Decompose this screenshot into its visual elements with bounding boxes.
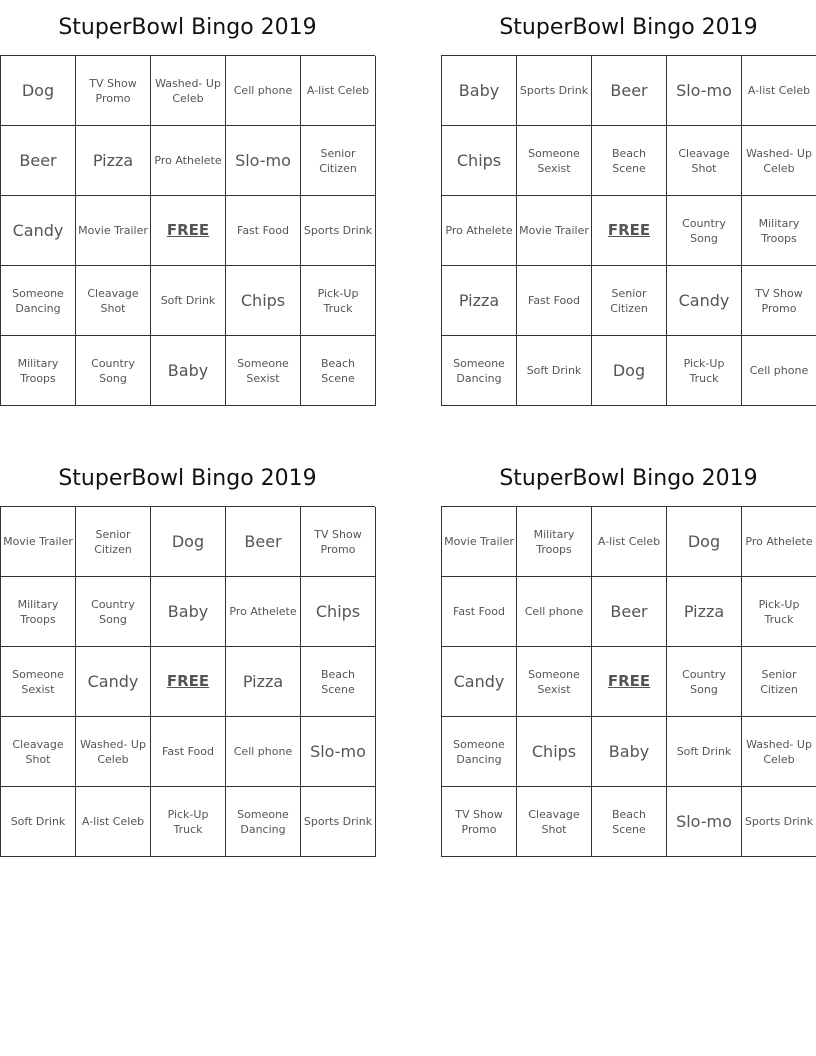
bingo-cell: Senior Citizen: [742, 647, 816, 717]
bingo-cell: Beer: [1, 126, 76, 196]
card-title: StuperBowl Bingo 2019: [499, 466, 758, 491]
bingo-cell: Soft Drink: [667, 717, 742, 787]
bingo-cell: Cell phone: [226, 56, 301, 126]
bingo-cell: Cleavage Shot: [1, 717, 76, 787]
bingo-cell: Someone Dancing: [442, 336, 517, 406]
bingo-cell: Slo-mo: [667, 787, 742, 857]
bingo-cell: Cleavage Shot: [76, 266, 151, 336]
bingo-grid: [441, 506, 816, 857]
bingo-cell: Cell phone: [517, 577, 592, 647]
bingo-cell: Pro Athelete: [442, 196, 517, 266]
bingo-cell: A-list Celeb: [301, 56, 376, 126]
bingo-cell: Pick-Up Truck: [742, 577, 816, 647]
bingo-cell: Military Troops: [1, 336, 76, 406]
bingo-cell: Pizza: [76, 126, 151, 196]
bingo-cell: Beach Scene: [301, 336, 376, 406]
free-space-cell: FREE: [151, 647, 226, 717]
bingo-cell: Dog: [151, 507, 226, 577]
bingo-cell: Someone Sexist: [1, 647, 76, 717]
free-space-cell: FREE: [151, 196, 226, 266]
bingo-cell: Washed- Up Celeb: [76, 717, 151, 787]
bingo-cell: Fast Food: [226, 196, 301, 266]
bingo-cell: Senior Citizen: [76, 507, 151, 577]
bingo-cell: A-list Celeb: [592, 507, 667, 577]
card-title: StuperBowl Bingo 2019: [499, 15, 758, 40]
bingo-cell: Chips: [517, 717, 592, 787]
bingo-cell: TV Show Promo: [301, 507, 376, 577]
bingo-cell: Dog: [1, 56, 76, 126]
bingo-cell: Someone Dancing: [442, 717, 517, 787]
bingo-cell: Cleavage Shot: [517, 787, 592, 857]
bingo-cell: Pro Athelete: [151, 126, 226, 196]
bingo-cell: Soft Drink: [151, 266, 226, 336]
bingo-cell: Soft Drink: [517, 336, 592, 406]
bingo-cell: Someone Dancing: [1, 266, 76, 336]
bingo-cell: Pro Athelete: [742, 507, 816, 577]
bingo-cell: Baby: [592, 717, 667, 787]
bingo-cell: Country Song: [667, 196, 742, 266]
bingo-cell: Senior Citizen: [592, 266, 667, 336]
bingo-cell: Washed- Up Celeb: [742, 717, 816, 787]
bingo-grid: [441, 55, 816, 406]
bingo-cell: Chips: [442, 126, 517, 196]
bingo-cell: Sports Drink: [301, 787, 376, 857]
bingo-cell: Movie Trailer: [1, 507, 76, 577]
bingo-cell: Pick-Up Truck: [301, 266, 376, 336]
bingo-cell: Baby: [151, 577, 226, 647]
card-title: StuperBowl Bingo 2019: [58, 466, 317, 491]
bingo-cell: Baby: [442, 56, 517, 126]
bingo-cell: Candy: [667, 266, 742, 336]
bingo-cell: Military Troops: [1, 577, 76, 647]
bingo-cell: Beach Scene: [592, 126, 667, 196]
bingo-grid: [0, 55, 375, 406]
bingo-cell: Dog: [667, 507, 742, 577]
bingo-cell: Someone Sexist: [517, 126, 592, 196]
bingo-cell: Beer: [592, 56, 667, 126]
card-title: StuperBowl Bingo 2019: [58, 15, 317, 40]
bingo-cell: Beer: [226, 507, 301, 577]
bingo-cell: Country Song: [76, 336, 151, 406]
bingo-cell: Chips: [226, 266, 301, 336]
bingo-cell: Someone Sexist: [517, 647, 592, 717]
bingo-cell: Sports Drink: [742, 787, 816, 857]
bingo-cell: Cell phone: [226, 717, 301, 787]
bingo-cell: Pizza: [442, 266, 517, 336]
bingo-cell: TV Show Promo: [76, 56, 151, 126]
bingo-cell: A-list Celeb: [76, 787, 151, 857]
bingo-cell: Slo-mo: [667, 56, 742, 126]
bingo-cell: Country Song: [667, 647, 742, 717]
free-space-cell: FREE: [592, 196, 667, 266]
bingo-cell: A-list Celeb: [742, 56, 816, 126]
bingo-cell: Pro Athelete: [226, 577, 301, 647]
bingo-cell: Senior Citizen: [301, 126, 376, 196]
bingo-cell: Soft Drink: [1, 787, 76, 857]
bingo-cell: Beach Scene: [301, 647, 376, 717]
bingo-grid: [0, 506, 375, 857]
free-space-cell: FREE: [592, 647, 667, 717]
bingo-cell: TV Show Promo: [742, 266, 816, 336]
bingo-cell: Sports Drink: [517, 56, 592, 126]
bingo-cell: Cell phone: [742, 336, 816, 406]
bingo-cell: Cleavage Shot: [667, 126, 742, 196]
bingo-cell: Washed- Up Celeb: [742, 126, 816, 196]
bingo-cell: Sports Drink: [301, 196, 376, 266]
bingo-cell: Movie Trailer: [442, 507, 517, 577]
bingo-cell: Beach Scene: [592, 787, 667, 857]
bingo-cell: Dog: [592, 336, 667, 406]
bingo-cell: Washed- Up Celeb: [151, 56, 226, 126]
bingo-cell: Fast Food: [442, 577, 517, 647]
bingo-cell: Pizza: [226, 647, 301, 717]
bingo-cell: Military Troops: [517, 507, 592, 577]
bingo-cell: Country Song: [76, 577, 151, 647]
bingo-cell: Slo-mo: [226, 126, 301, 196]
bingo-cell: Candy: [76, 647, 151, 717]
bingo-cell: Pick-Up Truck: [667, 336, 742, 406]
bingo-cell: Slo-mo: [301, 717, 376, 787]
bingo-cell: Baby: [151, 336, 226, 406]
bingo-cell: Fast Food: [151, 717, 226, 787]
bingo-cell: Movie Trailer: [517, 196, 592, 266]
bingo-cell: Candy: [1, 196, 76, 266]
bingo-cell: Someone Sexist: [226, 336, 301, 406]
bingo-cell: Military Troops: [742, 196, 816, 266]
bingo-cell: Candy: [442, 647, 517, 717]
bingo-cell: Beer: [592, 577, 667, 647]
bingo-cell: Pizza: [667, 577, 742, 647]
bingo-cell: Pick-Up Truck: [151, 787, 226, 857]
bingo-cell: Fast Food: [517, 266, 592, 336]
bingo-cell: Chips: [301, 577, 376, 647]
bingo-cell: Someone Dancing: [226, 787, 301, 857]
bingo-cell: TV Show Promo: [442, 787, 517, 857]
bingo-cell: Movie Trailer: [76, 196, 151, 266]
